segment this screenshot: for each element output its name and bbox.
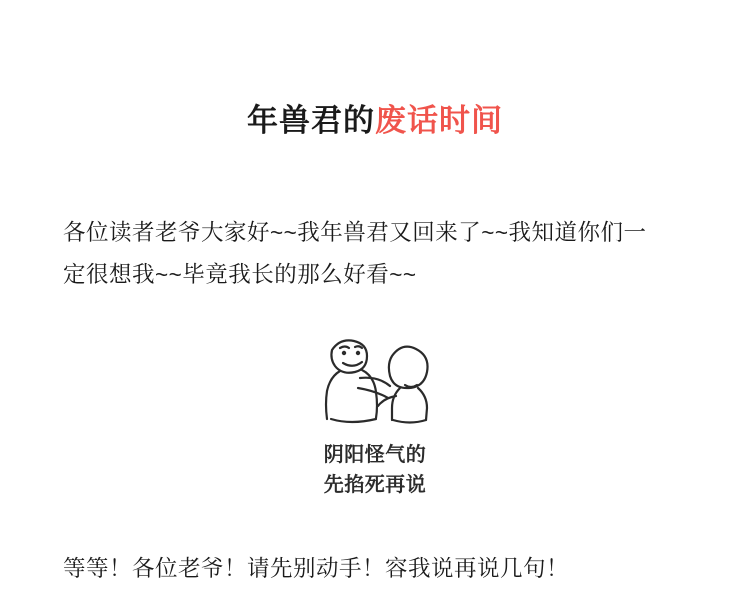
page-title-prefix: 年兽君的 — [247, 103, 375, 138]
meme-caption-line2: 先掐死再说 — [323, 474, 427, 496]
intro-paragraph: 各位读者老爷大家好~~我年兽君又回来了~~我知道你们一定很想我~~毕竟我长的那么好看~~ — [63, 220, 647, 287]
bottom-paragraph: 等等！各位老爷！请先别动手！容我说再说几句！ — [63, 556, 570, 581]
stick-figure-choking-meme-icon — [310, 330, 440, 430]
page-title-accent: 废话时间 — [375, 103, 503, 138]
meme-block — [0, 330, 750, 500]
meme-caption-line1: 阴阳怪气的 — [323, 444, 427, 466]
page-title — [0, 95, 750, 140]
meme-caption — [324, 440, 427, 500]
